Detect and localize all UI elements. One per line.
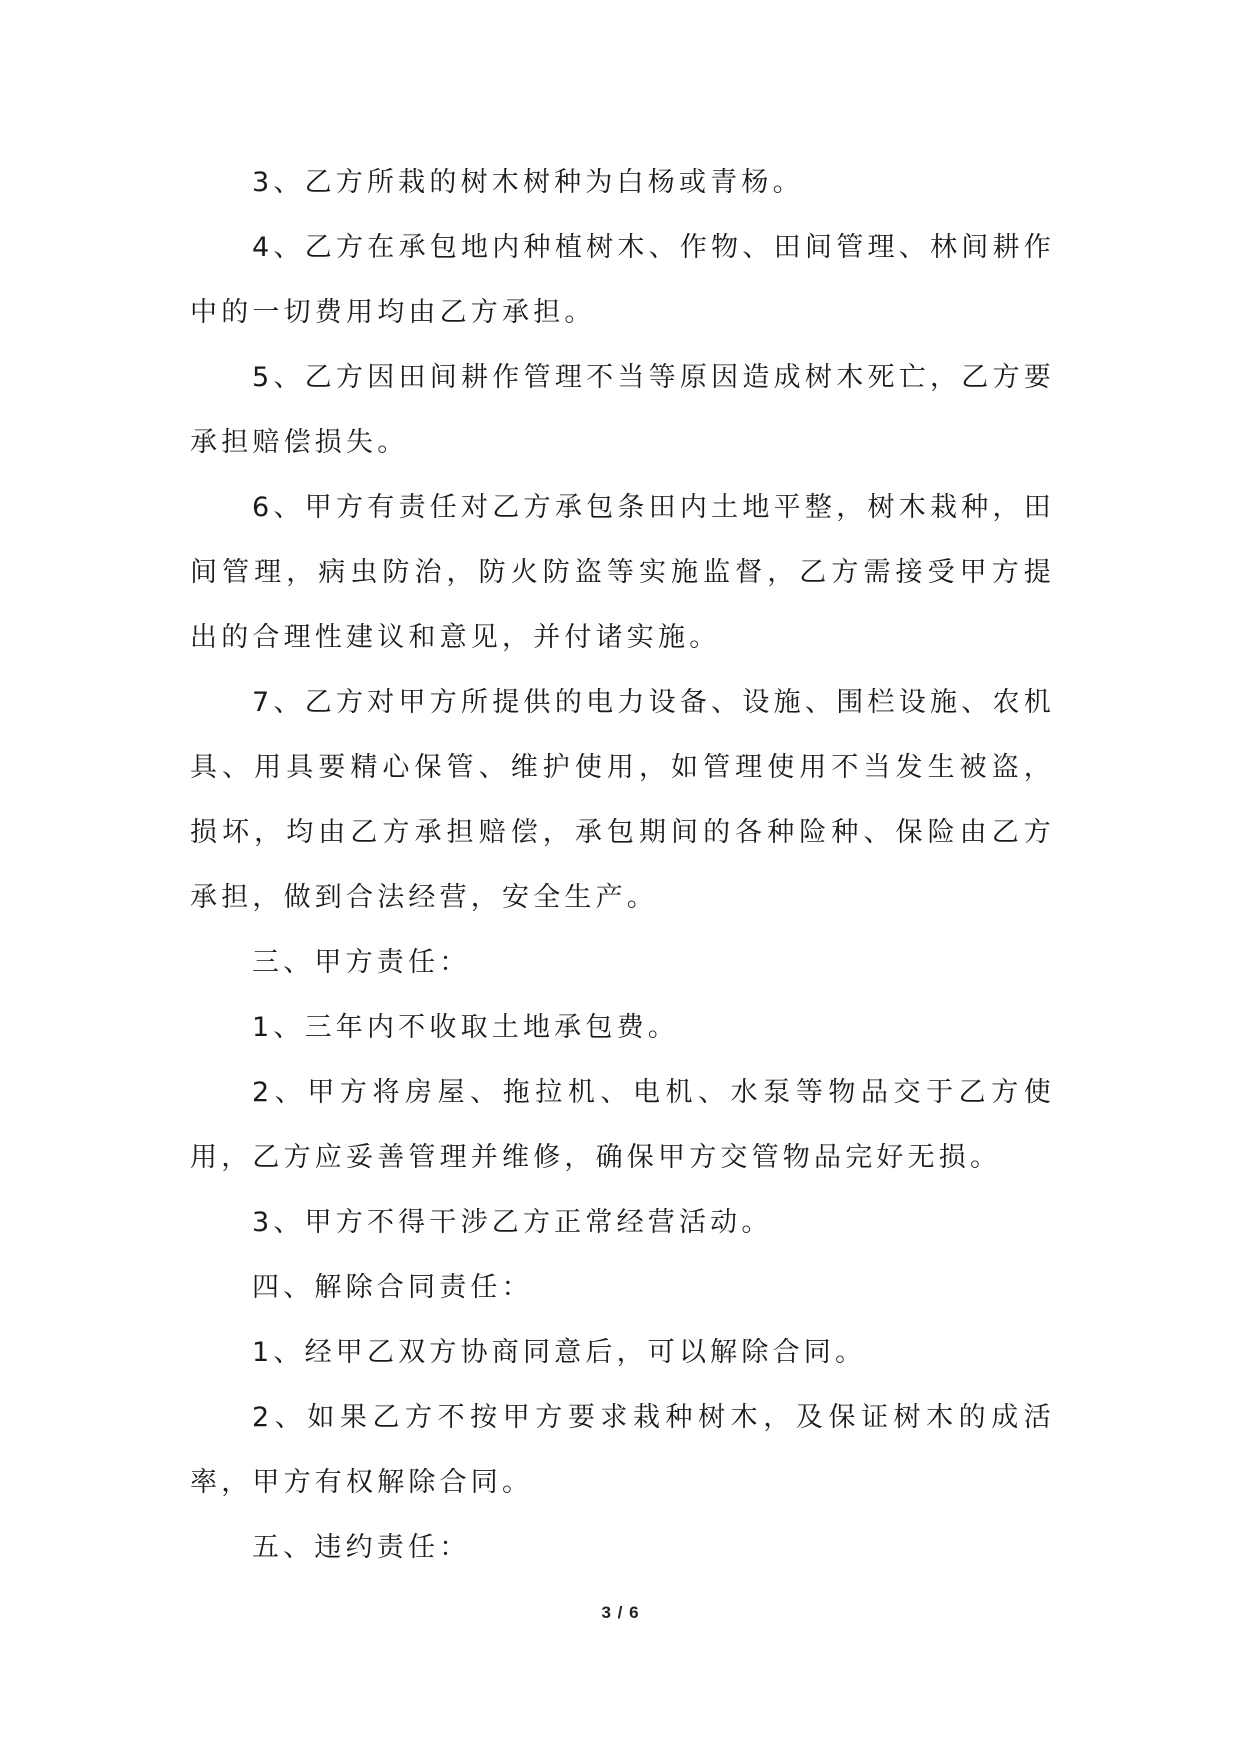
paragraph-clause-7-equipment: 7、乙方对甲方所提供的电力设备、设施、围栏设施、农机具、用具要精心保管、维护使用，如管理使用不当发生被盗，损坏，均由乙方承担赔偿，承包期间的各种险种、保险由乙方承担，做到合法经营，安全生产。 xyxy=(190,687,1055,913)
section-heading-breach: 五、违约责任： xyxy=(252,1532,471,1563)
contract-body xyxy=(190,150,1055,1580)
paragraph-party-a-3: 3、甲方不得干涉乙方正常经营活动。 xyxy=(252,1207,773,1238)
paragraph-party-a-2: 2、甲方将房屋、拖拉机、电机、水泵等物品交于乙方使用，乙方应妥善管理并维修，确保甲方交管物品完好无损。 xyxy=(190,1077,1055,1173)
paragraph-termination-1: 1、经甲乙双方协商同意后，可以解除合同。 xyxy=(252,1337,867,1368)
paragraph-party-a-1: 1、三年内不收取土地承包费。 xyxy=(252,1012,679,1043)
paragraph-clause-6-supervision: 6、甲方有责任对乙方承包条田内土地平整，树木栽种，田间管理，病虫防治，防火防盗等实施监督，乙方需接受甲方提出的合理性建议和意见，并付诸实施。 xyxy=(190,492,1055,653)
paragraph-clause-3-tree-species: 3、乙方所栽的树木树种为白杨或青杨。 xyxy=(252,167,804,198)
section-heading-termination: 四、解除合同责任： xyxy=(252,1272,533,1303)
paragraph-clause-5-compensation: 5、乙方因田间耕作管理不当等原因造成树木死亡，乙方要承担赔偿损失。 xyxy=(190,362,1055,458)
page-number: 3 / 6 xyxy=(601,1603,640,1622)
paragraph-clause-4-costs: 4、乙方在承包地内种植树木、作物、田间管理、林间耕作中的一切费用均由乙方承担。 xyxy=(190,232,1055,328)
paragraph-termination-2: 2、如果乙方不按甲方要求栽种树木，及保证树木的成活率，甲方有权解除合同。 xyxy=(190,1402,1055,1498)
section-heading-party-a-duties: 三、甲方责任： xyxy=(252,947,471,978)
